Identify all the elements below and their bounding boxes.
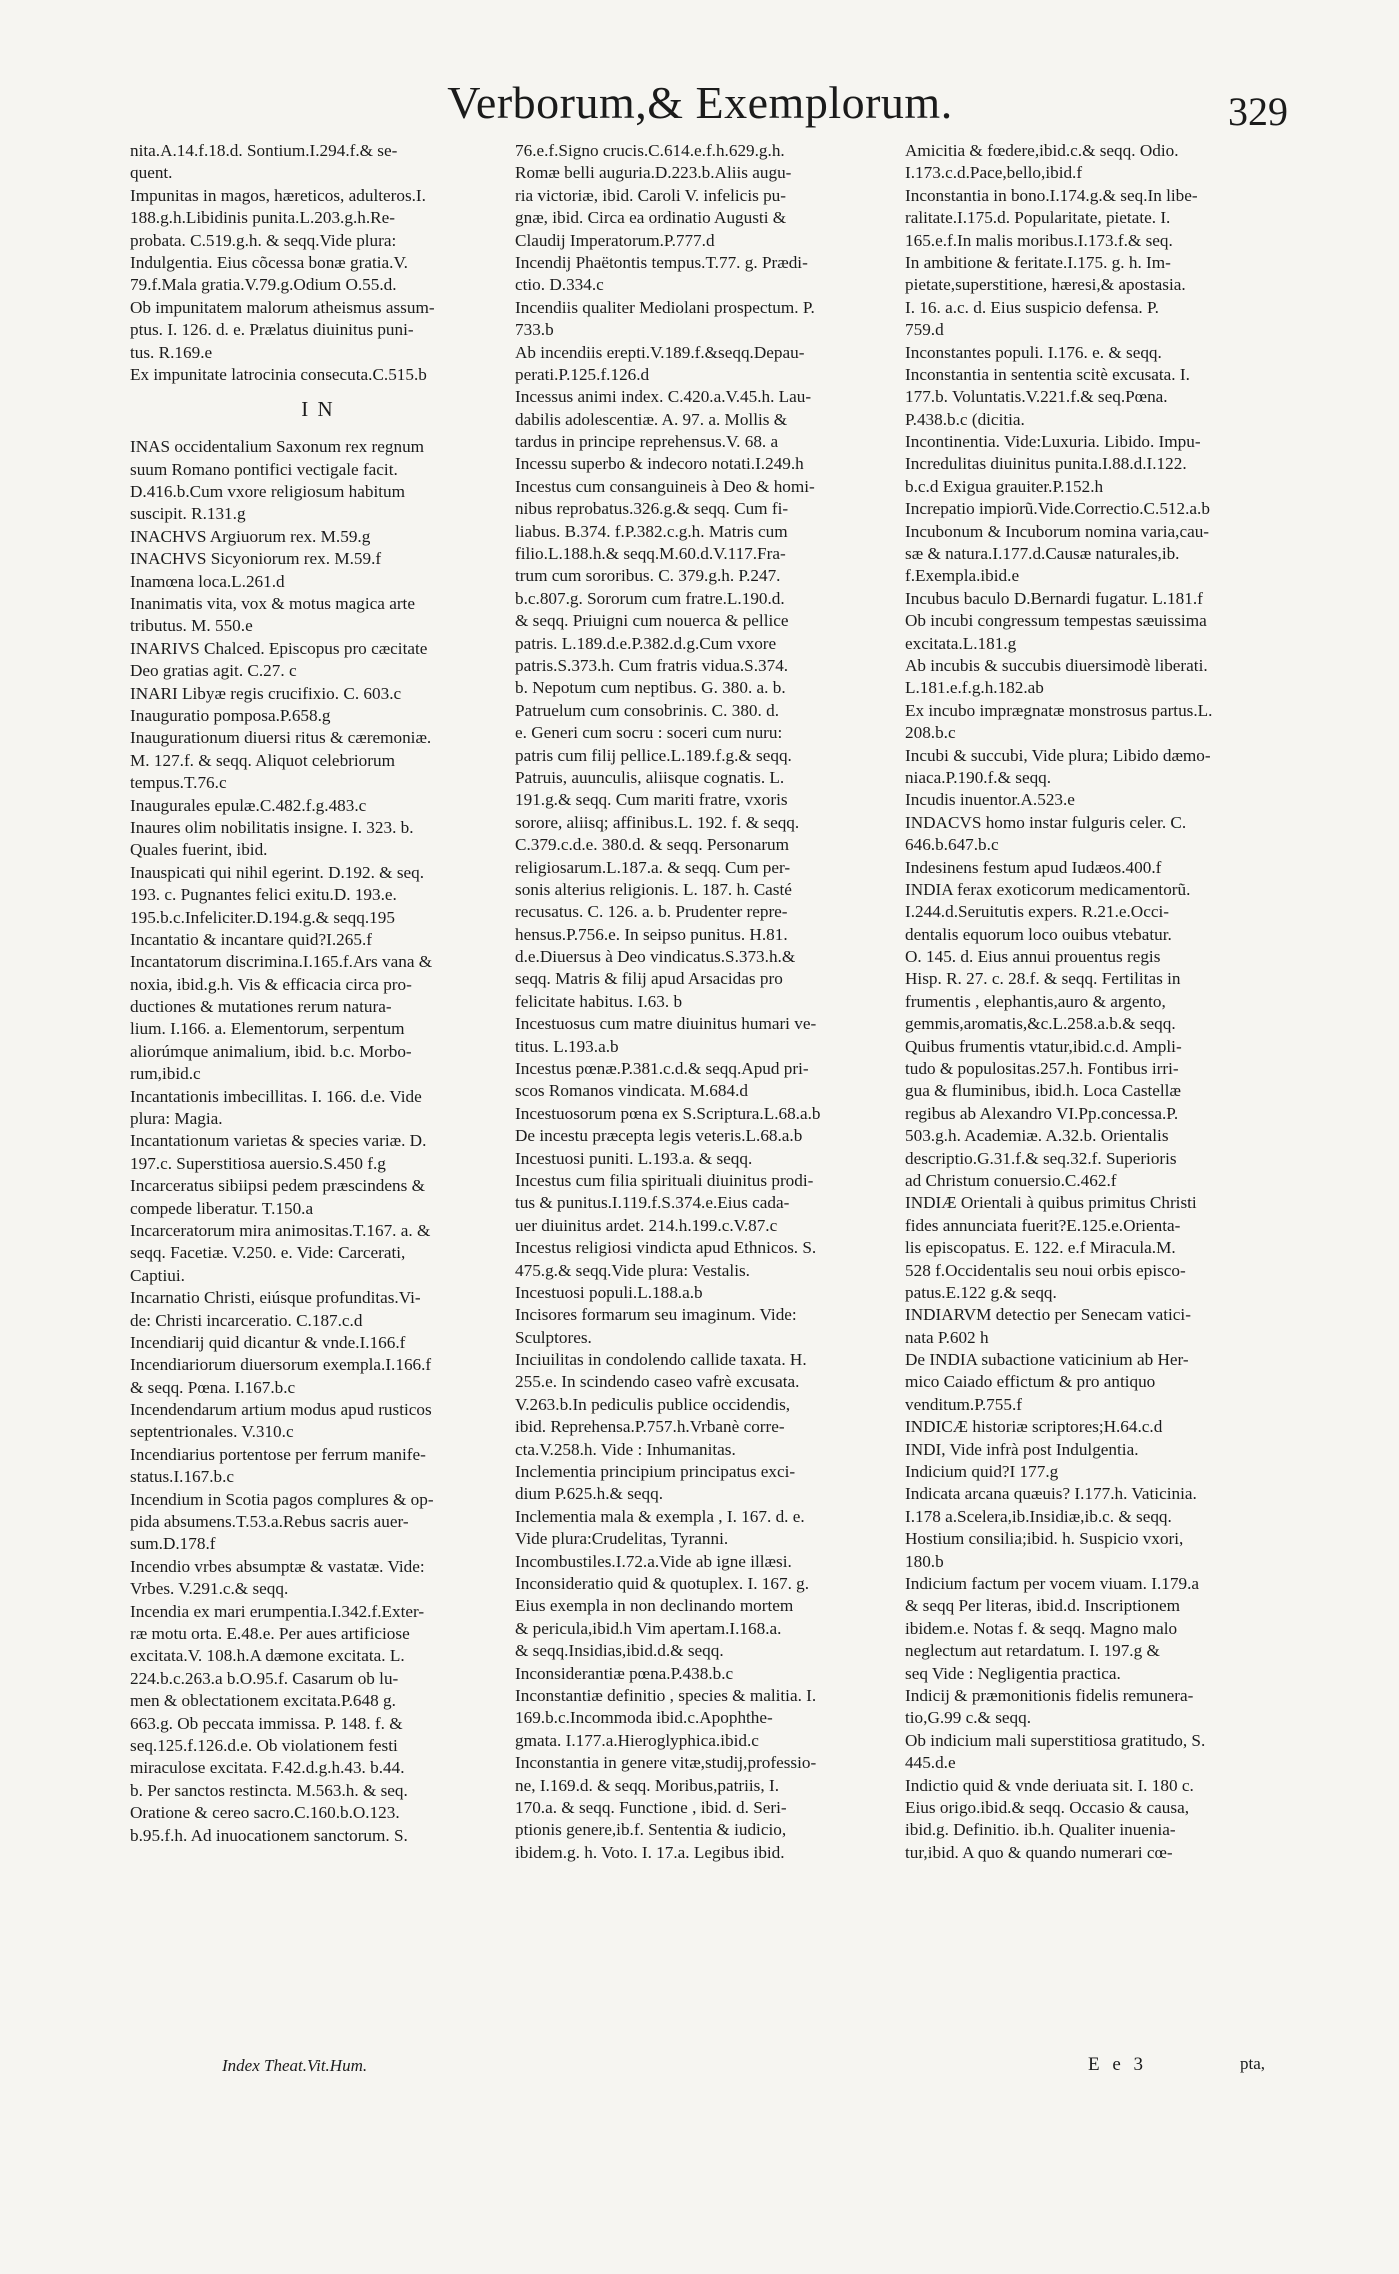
index-entry-line: scos Romanos vindicata. M.684.d <box>515 1081 748 1101</box>
index-entry-line: Vide plura:Crudelitas, Tyranni. <box>515 1529 729 1549</box>
index-entry-line: Incarceratorum mira animositas.T.167. a. & <box>130 1220 431 1240</box>
index-entry-line: Inclementia principium principatus exci- <box>515 1462 796 1482</box>
index-entry-line: sæ & natura.I.177.d.Causæ naturales,ib. <box>905 544 1180 564</box>
index-entry-line: tur,ibid. A quo & quando numerari cœ- <box>905 1842 1173 1862</box>
index-entry-line: Incredulitas diuinitus punita.I.88.d.I.122. <box>905 454 1187 474</box>
index-entry-line: 663.g. Ob peccata immissa. P. 148. f. & <box>130 1713 403 1733</box>
index-entry-line: Patruis, auunculis, aliisque cognatis. L. <box>515 767 785 787</box>
index-entry-line: Incarceratus sibiipsi pedem præscindens & <box>130 1176 425 1196</box>
index-entry-line: Incarnatio Christi, eiúsque profunditas.Vi- <box>130 1288 421 1308</box>
index-entry-line: patris.S.373.h. Cum fratris vidua.S.374. <box>515 655 789 675</box>
index-entry-line: lium. I.166. a. Elementorum, serpentum <box>130 1019 405 1039</box>
index-entry-line: ræ motu orta. E.48.e. Per aues artificiose <box>130 1624 410 1643</box>
index-entry-line: Incubus baculo D.Bernardi fugatur. L.181.f <box>905 588 1203 608</box>
index-entry-line: seqq. Facetiæ. V.250. e. Vide: Carcerati, <box>130 1243 406 1263</box>
index-entry-line: INDICÆ historiæ scriptores;H.64.c.d <box>905 1417 1163 1437</box>
index-entry-line: hensus.P.756.e. In seipso punitus. H.81. <box>515 924 788 944</box>
index-entry-line: Incendij Phaëtontis tempus.T.77. g. Prædi- <box>515 252 808 272</box>
index-entry-line: uer diuinitus ardet. 214.h.199.c.V.87.c <box>515 1215 778 1235</box>
index-entry-line: Vrbes. V.291.c.& seqq. <box>130 1579 289 1599</box>
index-entry-line: compede liberatur. T.150.a <box>130 1198 314 1218</box>
index-entry-line: quent. <box>130 163 173 183</box>
index-entry-line: & seqq. Priuigni cum nouerca & pellice <box>515 611 789 631</box>
index-entry-line: seq.125.f.126.d.e. Ob violationem festi <box>130 1735 398 1755</box>
index-entry-line: b.95.f.h. Ad inuocationem sanctorum. S. <box>130 1825 408 1845</box>
index-entry-line: septentrionales. V.310.c <box>130 1422 294 1442</box>
index-entry-line: seq Vide : Negligentia practica. <box>905 1663 1121 1683</box>
index-column-right <box>905 140 1281 1864</box>
index-entry-line: Inclementia mala & exempla , I. 167. d. e. <box>515 1506 805 1526</box>
index-entry-line: Inconsideratio quid & quotuplex. I. 167. g. <box>515 1574 810 1593</box>
index-entry-line: 197.c. Superstitiosa auersio.S.450 f.g <box>130 1153 386 1173</box>
index-entry-line: De INDIA subactione vaticinium ab Her- <box>905 1350 1189 1370</box>
index-entry-line: Indicium factum per vocem viuam. I.179.a <box>905 1574 1200 1593</box>
index-entry-line: Indicij & præmonitionis fidelis remunera- <box>905 1685 1194 1705</box>
index-entry-line: lis episcopatus. E. 122. e.f Miracula.M. <box>905 1238 1176 1258</box>
index-entry-line: Increpatio impiorũ.Vide.Correctio.C.512.a.b <box>905 499 1210 519</box>
index-entry-line: Incantationis imbecillitas. I. 166. d.e. Vide <box>130 1086 422 1106</box>
index-entry-line: pida absumens.T.53.a.Rebus sacris auer- <box>130 1512 409 1532</box>
index-entry-line: I.244.d.Seruitutis expers. R.21.e.Occi- <box>905 902 1169 922</box>
index-entry-line: In ambitione & feritate.I.175. g. h. Im- <box>905 252 1171 272</box>
index-entry-line: Hostium consilia;ibid. h. Suspicio vxori, <box>905 1529 1184 1549</box>
index-entry-line: Incestus cum filia spirituali diuinitus prodi- <box>515 1170 814 1190</box>
index-entry-line: 528 f.Occidentalis seu noui orbis episco- <box>905 1260 1186 1280</box>
index-entry-line: perati.P.125.f.126.d <box>515 364 650 384</box>
index-entry-line: fides annunciata fuerit?E.125.e.Orienta- <box>905 1215 1181 1235</box>
index-entry-line: patris cum filij pellice.L.189.f.g.& seqq. <box>515 745 792 765</box>
index-entry-line: Incestuosus cum matre diuinitus humari ve- <box>515 1014 817 1034</box>
column-right-entries <box>905 140 1281 1864</box>
index-entry-line: 188.g.h.Libidinis punita.L.203.g.h.Re- <box>130 208 395 228</box>
index-entry-line: Impunitas in magos, hæreticos, adulteros.I. <box>130 185 426 205</box>
index-entry-line: Inconstantia in genere vitæ,studij,professio- <box>515 1753 817 1773</box>
index-entry-line: Incendiis qualiter Mediolani prospectum. P. <box>515 297 815 317</box>
index-entry-line: miraculose excitata. F.42.d.g.h.43. b.44. <box>130 1758 405 1778</box>
index-entry-line: Ob indicium mali superstitiosa gratitudo, S. <box>905 1730 1206 1750</box>
index-column-left <box>130 140 506 1847</box>
index-entry-line: Incendia ex mari erumpentia.I.342.f.Exter- <box>130 1601 425 1621</box>
index-entry-line: Indicium quid?I 177.g <box>905 1462 1059 1482</box>
index-entry-line: status.I.167.b.c <box>130 1467 235 1487</box>
index-entry-line: INACHVS Sicyoniorum rex. M.59.f <box>130 549 382 569</box>
index-entry-line: Inconstantia in sententia scitè excusata. I. <box>905 364 1190 384</box>
index-entry-line: ptionis genere,ib.f. Sententia & iudicio, <box>515 1820 787 1840</box>
index-entry-line: Inconsiderantiæ pœna.P.438.b.c <box>515 1663 734 1683</box>
index-entry-line: C.379.c.d.e. 380.d. & seqq. Personarum <box>515 835 790 855</box>
index-entry-line: Inaures olim nobilitatis insigne. I. 323. b. <box>130 817 414 837</box>
index-entry-line: suum Romano pontifici vectigale facit. <box>130 459 398 479</box>
index-entry-line: filio.L.188.h.& seqq.M.60.d.V.117.Fra- <box>515 544 786 564</box>
index-entry-line: Incubonum & Incuborum nomina varia,cau- <box>905 521 1210 541</box>
index-entry-line: rum,ibid.c <box>130 1064 201 1084</box>
index-entry-line: INDIÆ Orientali à quibus primitus Christi <box>905 1193 1197 1213</box>
index-entry-line: b. Per sanctos restincta. M.563.h. & seq. <box>130 1780 408 1800</box>
index-entry-line: I.178 a.Scelera,ib.Insidiæ,ib.c. & seqq. <box>905 1506 1172 1526</box>
index-entry-line: sum.D.178.f <box>130 1534 216 1554</box>
index-entry-line: 169.b.c.Incommoda ibid.c.Apophthe- <box>515 1708 773 1728</box>
index-entry-line: 208.b.c <box>905 723 956 743</box>
index-entry-line: tus & punitus.I.119.f.S.374.e.Eius cada- <box>515 1193 790 1213</box>
index-column-middle <box>515 140 891 1864</box>
index-entry-line: Incestuosi puniti. L.193.a. & seqq. <box>515 1148 753 1168</box>
index-entry-line: Eius origo.ibid.& seqq. Occasio & causa, <box>905 1797 1190 1817</box>
index-entry-line: Inamœna loca.L.261.d <box>130 571 285 591</box>
index-entry-line: I.173.c.d.Pace,bello,ibid.f <box>905 163 1083 183</box>
index-entry-line: b.c.807.g. Sororum cum fratre.L.190.d. <box>515 588 785 608</box>
index-entry-line: gmata. I.177.a.Hieroglyphica.ibid.c <box>515 1730 759 1750</box>
index-entry-line: dium P.625.h.& seqq. <box>515 1484 664 1504</box>
section-heading: I N <box>301 397 335 422</box>
index-entry-line: Incendium in Scotia pagos complures & op- <box>130 1489 434 1509</box>
index-entry-line: aliorúmque animalium, ibid. b.c. Morbo- <box>130 1041 412 1061</box>
index-entry-line: de: Christi incarceratio. C.187.c.d <box>130 1310 363 1330</box>
index-entry-line: mico Caiado effictum & pro antiquo <box>905 1372 1156 1392</box>
index-entry-line: pietate,superstitione, hæresi,& apostasia. <box>905 275 1186 295</box>
index-entry-line: 180.b <box>905 1551 944 1571</box>
index-entry-line: religiosarum.L.187.a. & seqq. Cum per- <box>515 857 791 877</box>
index-entry-line: dabilis adolescentiæ. A. 97. a. Mollis & <box>515 409 788 429</box>
index-entry-line: 475.g.& seqq.Vide plura: Vestalis. <box>515 1260 750 1280</box>
index-entry-line: 191.g.& seqq. Cum mariti fratre, vxoris <box>515 790 788 810</box>
index-entry-line: Incestuosi populi.L.188.a.b <box>515 1282 703 1302</box>
index-entry-line: 733.b <box>515 320 554 340</box>
index-entry-line: Incendiarij quid dicantur & vnde.I.166.f <box>130 1332 406 1352</box>
index-entry-line: Incessus animi index. C.420.a.V.45.h. Lau- <box>515 387 812 407</box>
index-entry-line: frumentis , elephantis,auro & argento, <box>905 991 1166 1011</box>
index-entry-line: I. 16. a.c. d. Eius suspicio defensa. P. <box>905 297 1159 317</box>
index-entry-line: regibus ab Alexandro VI.Pp.concessa.P. <box>905 1103 1179 1123</box>
index-entry-line: 445.d.e <box>905 1753 956 1773</box>
index-entry-line: Incubi & succubi, Vide plura; Libido dæmo- <box>905 745 1211 765</box>
index-entry-line: men & oblectationem excitata.P.648 g. <box>130 1691 396 1711</box>
index-entry-line: V.263.b.In pediculis publice occidendis, <box>515 1394 791 1414</box>
index-entry-line: nibus reprobatus.326.g.& seqq. Cum fi- <box>515 499 789 519</box>
index-entry-line: Inanimatis vita, vox & motus magica arte <box>130 594 415 614</box>
index-entry-line: venditum.P.755.f <box>905 1394 1022 1414</box>
index-entry-line: ibid.g. Definitio. ib.h. Qualiter inuenia- <box>905 1820 1176 1840</box>
index-entry-line: ibid. Reprehensa.P.757.h.Vrbanè corre- <box>515 1417 785 1437</box>
index-entry-line: INARIVS Chalced. Episcopus pro cæcitate <box>130 638 428 658</box>
index-entry-line: INAS occidentalium Saxonum rex regnum <box>130 437 425 457</box>
index-entry-line: b.c.d Exigua grauiter.P.152.h <box>905 476 1104 496</box>
index-entry-line: Incestuosorum pœna ex S.Scriptura.L.68.a.b <box>515 1103 821 1123</box>
index-entry-line: ria victoriæ, ibid. Caroli V. infelicis pu- <box>515 185 786 205</box>
index-entry-line: Amicitia & fœdere,ibid.c.& seqq. Odio. <box>905 141 1179 160</box>
index-entry-line: Incessu superbo & indecoro notati.I.249.h <box>515 454 804 474</box>
index-entry-line: gnæ, ibid. Circa ea ordinatio Augusti & <box>515 208 787 228</box>
index-entry-line: excitata.V. 108.h.A dæmone excitata. L. <box>130 1646 405 1666</box>
index-entry-line: Romæ belli auguria.D.223.b.Aliis augu- <box>515 163 792 183</box>
index-entry-line: Inconstantes populi. I.176. e. & seqq. <box>905 342 1162 362</box>
index-entry-line: 646.b.647.b.c <box>905 835 999 855</box>
index-entry-line: Incontinentia. Vide:Luxuria. Libido. Impu- <box>905 432 1201 452</box>
index-entry-line: Captiui. <box>130 1265 185 1285</box>
index-entry-line: tudo & populositas.257.h. Fontibus irri- <box>905 1059 1179 1079</box>
index-entry-line: & pericula,ibid.h Vim apertam.I.168.a. <box>515 1618 782 1638</box>
index-entry-line: Incisores formarum seu imaginum. Vide: <box>515 1305 797 1325</box>
index-entry-line: patris. L.189.d.e.P.382.d.g.Cum vxore <box>515 633 777 653</box>
index-entry-line: L.181.e.f.g.h.182.ab <box>905 678 1044 698</box>
index-entry-line: tempus.T.76.c <box>130 773 227 793</box>
index-entry-line: Inauguratio pomposa.P.658.g <box>130 705 331 725</box>
index-entry-line: INACHVS Argiuorum rex. M.59.g <box>130 526 371 546</box>
index-entry-line: Deo gratias agit. C.27. c <box>130 661 297 681</box>
index-entry-line: liabus. B.374. f.P.382.c.g.h. Matris cum <box>515 521 788 541</box>
index-entry-line: Incantatio & incantare quid?I.265.f <box>130 929 372 949</box>
index-entry-line: Ab incendiis erepti.V.189.f.&seqq.Depau- <box>515 342 805 362</box>
index-entry-line: Incestus pœnæ.P.381.c.d.& seqq.Apud pri- <box>515 1059 809 1079</box>
index-entry-line: noxia, ibid.g.h. Vis & efficacia circa pro- <box>130 974 412 994</box>
index-entry-line: trum cum sororibus. C. 379.g.h. P.247. <box>515 566 781 586</box>
index-entry-line: Hisp. R. 27. c. 28.f. & seqq. Fertilitas in <box>905 969 1181 989</box>
index-entry-line: 759.d <box>905 320 944 340</box>
index-entry-line: cta.V.258.h. Vide : Inhumanitas. <box>515 1439 736 1459</box>
index-entry-line: 170.a. & seqq. Functione , ibid. d. Seri- <box>515 1797 787 1817</box>
index-entry-line: Patruelum cum consobrinis. C. 380. d. <box>515 700 779 720</box>
index-entry-line: Sculptores. <box>515 1327 592 1347</box>
index-entry-line: Inconstantia in bono.I.174.g.& seq.In libe- <box>905 185 1198 205</box>
index-entry-line: Ob incubi congressum tempestas sæuissima <box>905 611 1207 631</box>
index-entry-line: Incendiariorum diuersorum exempla.I.166.f <box>130 1355 432 1375</box>
index-entry-line: Oratione & cereo sacro.C.160.b.O.123. <box>130 1803 400 1823</box>
index-entry-line: plura: Magia. <box>130 1109 223 1129</box>
index-entry-line: INARI Libyæ regis crucifixio. C. 603.c <box>130 683 402 703</box>
index-entry-line: Incantatorum discrimina.I.165.f.Ars vana & <box>130 952 433 972</box>
index-entry-line: Incombustiles.I.72.a.Vide ab igne illæsi. <box>515 1551 792 1571</box>
index-entry-line: tio,G.99 c.& seqq. <box>905 1708 1032 1728</box>
index-entry-line: neglectum aut retardatum. I. 197.g & <box>905 1641 1160 1661</box>
index-entry-line: tus. R.169.e <box>130 342 213 362</box>
index-entry-line: Ex incubo imprægnatæ monstrosus partus.L. <box>905 700 1213 720</box>
column-middle-entries <box>515 140 891 1864</box>
index-entry-line: De incestu præcepta legis veteris.L.68.a.b <box>515 1126 803 1146</box>
index-entry-line: & seqq. Pœna. I.167.b.c <box>130 1377 296 1397</box>
index-entry-line: Incudis inuentor.A.523.e <box>905 790 1075 810</box>
index-entry-line: ad Christum conuersio.C.462.f <box>905 1170 1117 1190</box>
index-entry-line: ptus. I. 126. d. e. Prælatus diuinitus puni- <box>130 320 414 340</box>
index-entry-line: recusatus. C. 126. a. b. Prudenter repre- <box>515 902 788 922</box>
index-entry-line: INDACVS homo instar fulguris celer. C. <box>905 812 1187 832</box>
index-entry-line: ralitate.I.175.d. Popularitate, pietate. I. <box>905 208 1171 228</box>
index-entry-line: Incendendarum artium modus apud rusticos <box>130 1400 432 1420</box>
index-entry-line: Inconstantiæ definitio , species & malitia. I. <box>515 1685 817 1705</box>
index-entry-line: ductiones & mutationes rerum natura- <box>130 997 392 1017</box>
index-entry-line: 79.f.Mala gratia.V.79.g.Odium O.55.d. <box>130 275 397 295</box>
index-entry-line: Incantationum varietas & species variæ. D. <box>130 1131 427 1151</box>
index-entry-line: Eius exempla in non declinando mortem <box>515 1596 794 1616</box>
index-entry-line: Indesinens festum apud Iudæos.400.f <box>905 857 1162 877</box>
index-entry-line: M. 127.f. & seqq. Aliquot celebriorum <box>130 750 395 770</box>
index-entry-line: Ex impunitate latrocinia consecuta.C.515.b <box>130 364 427 384</box>
index-entry-line: 165.e.f.In malis moribus.I.173.f.& seq. <box>905 230 1173 250</box>
page-number: 329 <box>1228 89 1288 134</box>
index-entry-line: gua & fluminibus, ibid.h. Loca Castellæ <box>905 1081 1181 1101</box>
index-entry-line: Inaugurationum diuersi ritus & cæremoniæ. <box>130 728 432 748</box>
index-entry-line: Ob impunitatem malorum atheismus assum- <box>130 297 435 317</box>
index-entry-line: dentalis equorum loco ouibus vtebatur. <box>905 924 1172 944</box>
index-entry-line: 195.b.c.Infeliciter.D.194.g.& seqq.195 <box>130 907 395 927</box>
index-entry-line: titus. L.193.a.b <box>515 1036 619 1056</box>
signature-mark: E e 3 <box>1088 2054 1148 2075</box>
column-left-lower-entries <box>130 436 506 1847</box>
column-left-upper-entries <box>130 140 506 386</box>
index-entry-line: ibidem.e. Notas f. & seqq. Magno malo <box>905 1618 1178 1638</box>
index-entry-line: P.438.b.c (dicitia. <box>905 409 1025 429</box>
index-entry-line: seqq. Matris & filij apud Arsacidas pro <box>515 969 783 989</box>
index-entry-line: Inaugurales epulæ.C.482.f.g.483.c <box>130 795 367 815</box>
index-entry-line: 255.e. In scindendo caseo vafrè excusata. <box>515 1372 800 1392</box>
index-entry-line: 224.b.c.263.a b.O.95.f. Casarum ob lu- <box>130 1668 399 1688</box>
index-entry-line: Inauspicati qui nihil egerint. D.192. & seq. <box>130 862 425 882</box>
index-entry-line: Ab incubis & succubis diuersimodè liberati. <box>905 655 1208 675</box>
index-entry-line: Incendio vrbes absumptæ & vastatæ. Vide: <box>130 1556 425 1576</box>
index-entry-line: Quibus frumentis vtatur,ibid.c.d. Ampli- <box>905 1036 1182 1056</box>
index-entry-line: & seqq Per literas, ibid.d. Inscriptionem <box>905 1596 1180 1616</box>
index-entry-line: D.416.b.Cum vxore religiosum habitum <box>130 482 405 502</box>
index-entry-line: probata. C.519.g.h. & seqq.Vide plura: <box>130 230 397 250</box>
index-entry-line: Incestus cum consanguineis à Deo & homi- <box>515 476 815 496</box>
index-entry-line: patus.E.122 g.& seqq. <box>905 1282 1057 1302</box>
index-entry-line: Incendiarius portentose per ferrum manife- <box>130 1444 426 1464</box>
index-entry-line: b. Nepotum cum neptibus. G. 380. a. b. <box>515 678 786 698</box>
index-entry-line: ctio. D.334.c <box>515 275 604 295</box>
index-entry-line: 193. c. Pugnantes felici exitu.D. 193.e. <box>130 885 397 905</box>
index-entry-line: Indicata arcana quæuis? I.177.h. Vaticinia. <box>905 1484 1197 1504</box>
index-entry-line: Incestus religiosi vindicta apud Ethnicos. S. <box>515 1238 817 1258</box>
index-entry-line: O. 145. d. Eius annui prouentus regis <box>905 947 1161 967</box>
index-entry-line: felicitate habitus. I.63. b <box>515 991 683 1011</box>
index-entry-line: Claudij Imperatorum.P.777.d <box>515 230 715 250</box>
index-entry-line: 503.g.h. Academiæ. A.32.b. Orientalis <box>905 1126 1169 1146</box>
footer-book-title: Index Theat.Vit.Hum. <box>222 2056 368 2075</box>
catchword: pta, <box>1240 2054 1266 2073</box>
index-entry-line: ne, I.169.d. & seqq. Moribus,patriis, I. <box>515 1775 779 1795</box>
index-entry-line: tardus in principe reprehensus.V. 68. a <box>515 432 779 452</box>
index-entry-line: sorore, aliisq; affinibus.L. 192. f. & seqq. <box>515 812 800 832</box>
index-entry-line: INDIARVM detectio per Senecam vatici- <box>905 1305 1191 1325</box>
index-entry-line: excitata.L.181.g <box>905 633 1017 653</box>
index-entry-line: suscipit. R.131.g <box>130 504 246 524</box>
index-entry-line: Inciuilitas in condolendo callide taxata. H. <box>515 1350 807 1370</box>
index-entry-line: niaca.P.190.f.& seqq. <box>905 767 1052 787</box>
index-entry-line: d.e.Diuersus à Deo vindicatus.S.373.h.& <box>515 947 796 967</box>
running-head-title: Verborum,& Exemplorum. <box>447 77 953 128</box>
index-entry-line: e. Generi cum socru : soceri cum nuru: <box>515 723 783 743</box>
index-entry-line: sonis alterius religionis. L. 187. h. Casté <box>515 879 792 899</box>
index-entry-line: descriptio.G.31.f.& seq.32.f. Superioris <box>905 1148 1177 1168</box>
index-entry-line: ibidem.g. h. Voto. I. 17.a. Legibus ibid. <box>515 1842 785 1862</box>
index-entry-line: nita.A.14.f.18.d. Sontium.I.294.f.& se- <box>130 141 398 160</box>
index-entry-line: INDIA ferax exoticorum medicamentorũ. <box>905 879 1191 899</box>
index-entry-line: tributus. M. 550.e <box>130 616 253 636</box>
index-entry-line: Indulgentia. Eius cõcessa bonæ gratia.V. <box>130 252 408 272</box>
index-entry-line: 177.b. Voluntatis.V.221.f.& seq.Pœna. <box>905 387 1168 407</box>
index-entry-line: 76.e.f.Signo crucis.C.614.e.f.h.629.g.h. <box>515 141 785 160</box>
index-entry-line: f.Exempla.ibid.e <box>905 566 1020 586</box>
index-entry-line: Quales fuerint, ibid. <box>130 840 268 860</box>
index-entry-line: INDI, Vide infrà post Indulgentia. <box>905 1439 1139 1459</box>
index-entry-line: & seqq.Insidias,ibid.d.& seqq. <box>515 1641 724 1661</box>
index-entry-line: Indictio quid & vnde deriuata sit. I. 180 c. <box>905 1775 1194 1795</box>
index-entry-line: gemmis,aromatis,&c.L.258.a.b.& seqq. <box>905 1014 1176 1034</box>
index-entry-line: nata P.602 h <box>905 1327 989 1347</box>
